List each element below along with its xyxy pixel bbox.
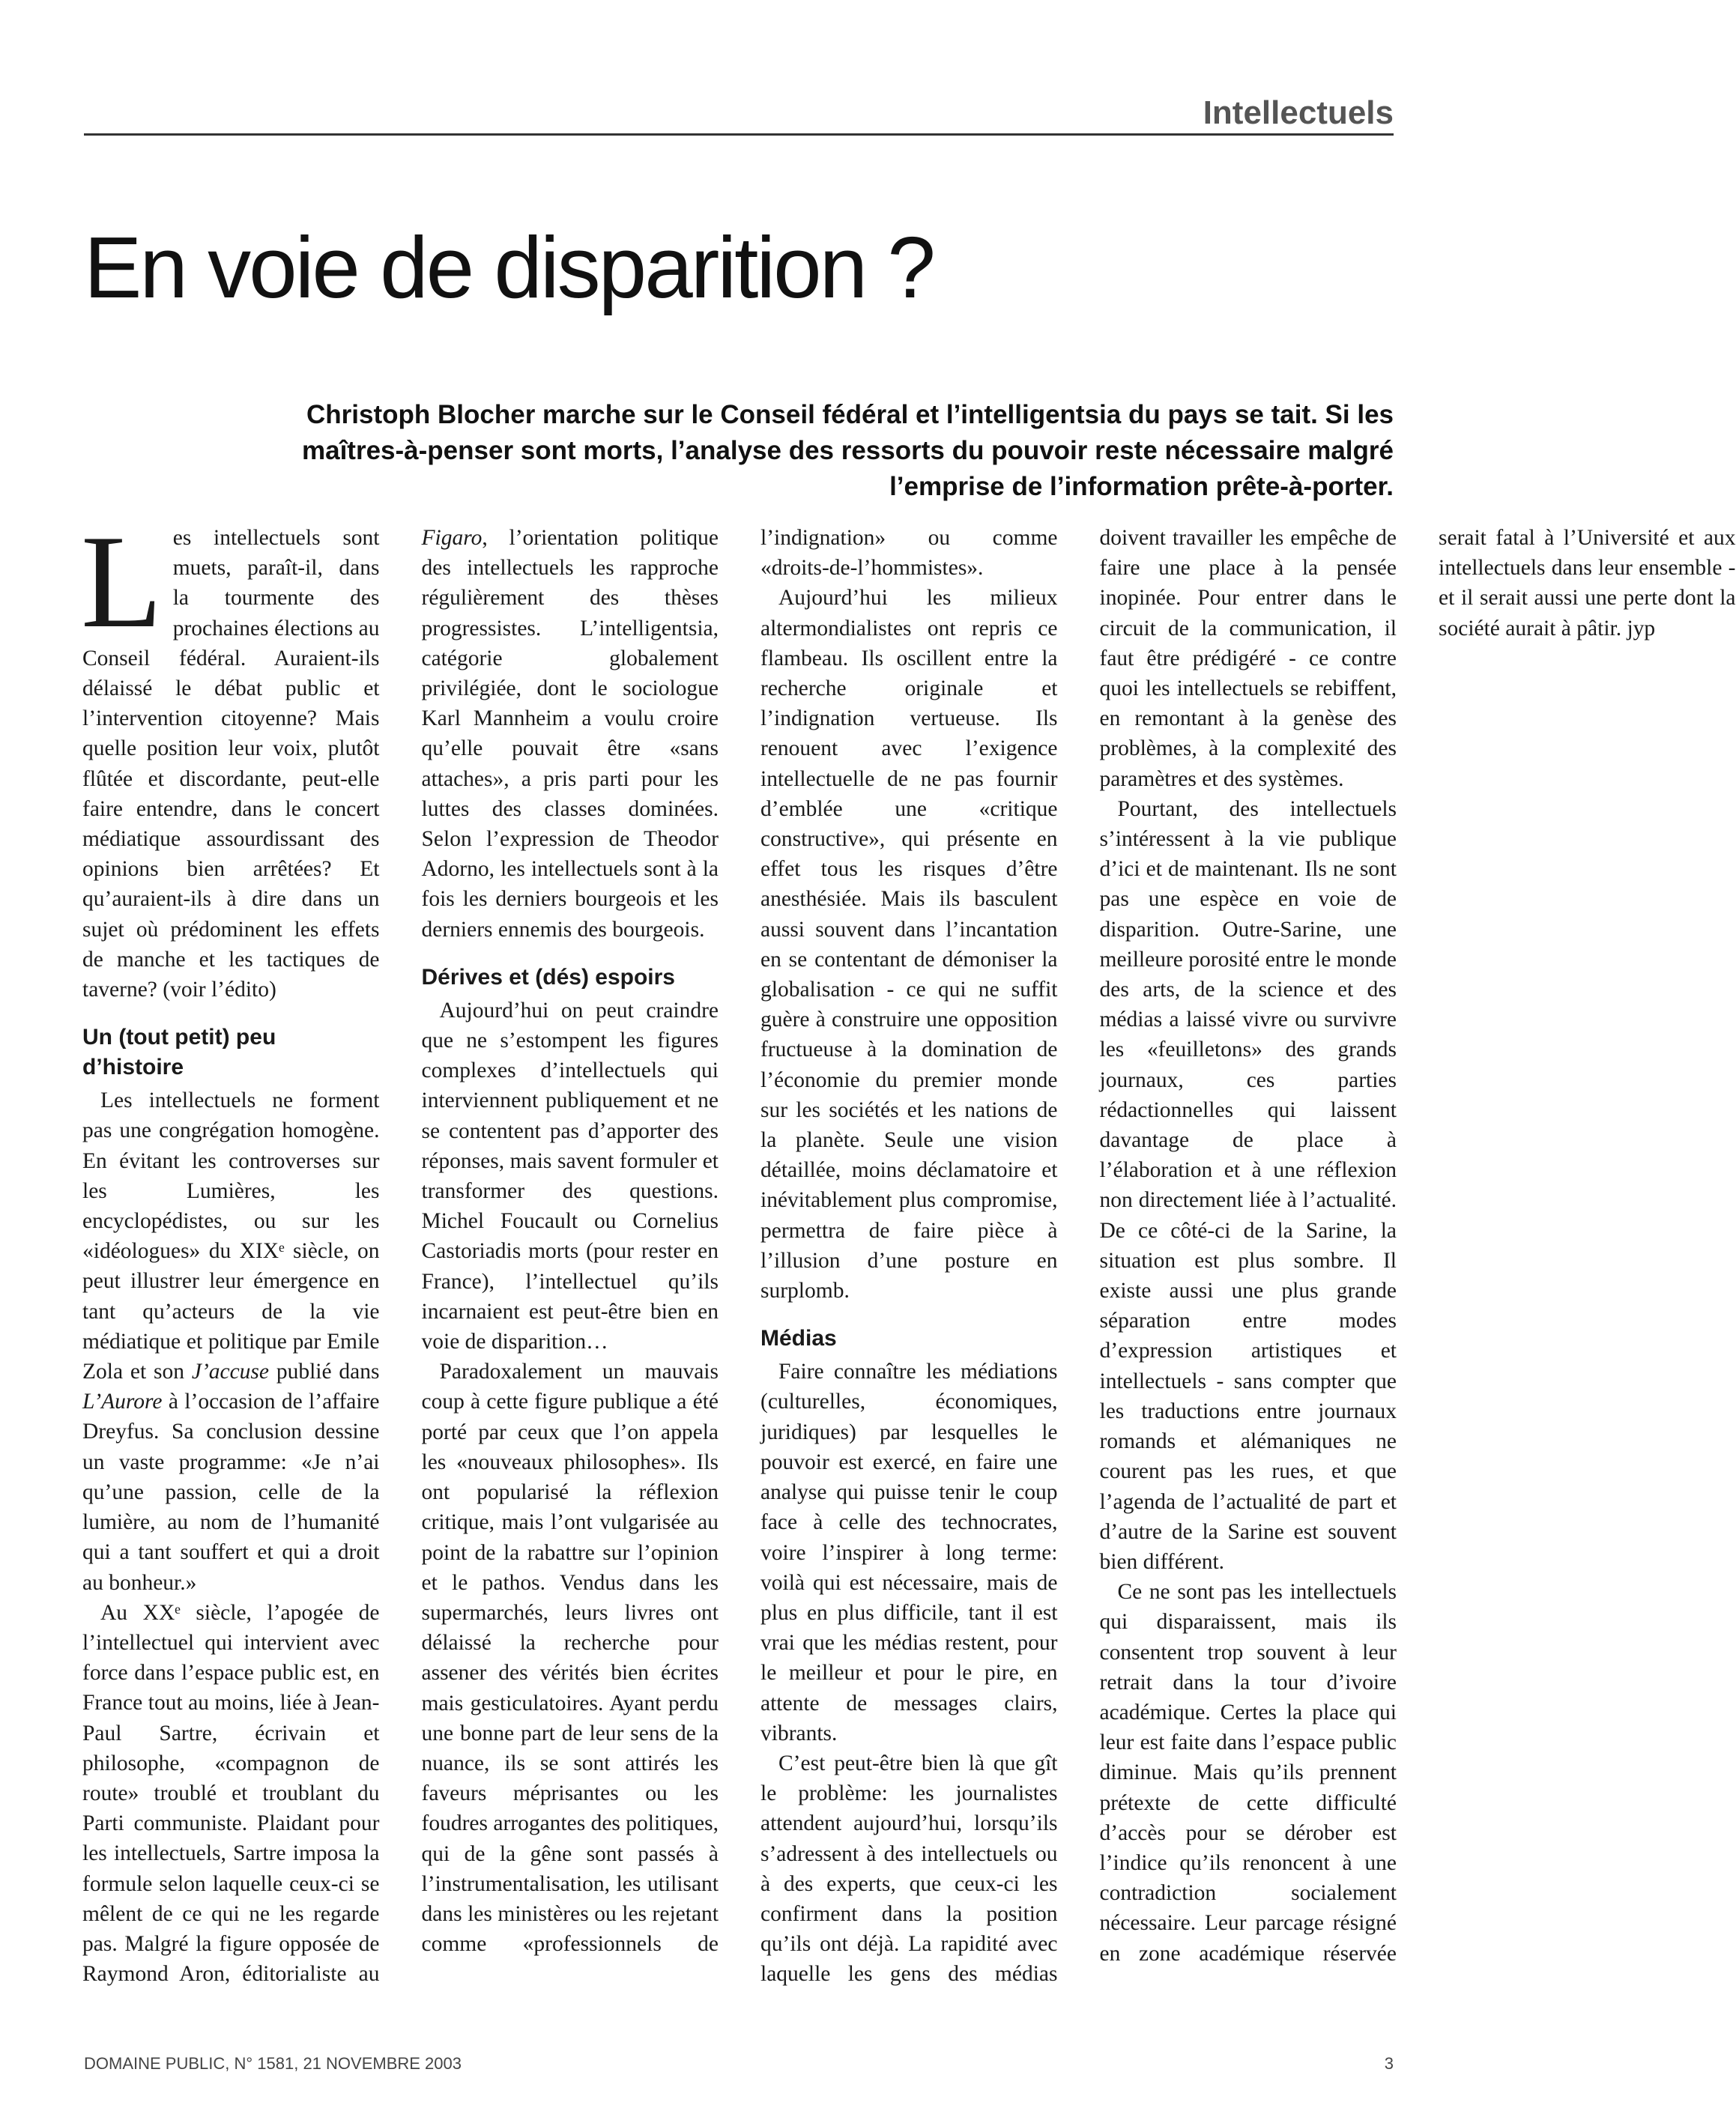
paragraph: Paradoxalement un mauvais coup à cette figure publique a été porté par ceux que l’on appela les «nouveaux philosophes». Ils ont popularisé la réflexion critique, mais l’ont vulgarisée au point de la rabattre sur l’opinion et le pathos. Vendus dans les supermarchés, leurs livres ont délaissé la recherche pour assener des vérités bien écrites mais gesticulatoires. Ayant perdu une bonne part de leur sens de la nuance, ils se sont attirés les faveurs méprisantes ou les foudres arrogantes des politiques, qui de la gêne sont passés à l’instrumentalisation, les utilisant dans les ministères ou les rejetant comme «professionnels de l’indignation» ou comme «droits-de-l’hommistes». [421, 526, 1058, 1957]
article-title: En voie de disparition ? [84, 219, 934, 316]
paragraph: Aujourd’hui on peut craindre que ne s’estompent les figures complexes d’intellectuels qui interviennent publiquement et ne se contentent pas d’apporter des réponses, mais savent formuler et transformer des questions. Michel Foucault ou Cornelius Castoriadis morts (pour rester en France), l’intellectuel qu’ils incarnaient est peut-être bien en voie de disparition… [421, 998, 719, 1354]
century-numeral: XIXᵉ [239, 1239, 285, 1264]
century-numeral: XXᵉ [142, 1600, 181, 1625]
paragraph: Les intellectuels ne forment pas une congrégation homogène. En évitant les controverses sur les Lumières, les encyclopédistes, ou sur les «idéologues» du XIXᵉ siècle, on peut illustrer leur émergence en tant qu’acteurs de la vie médiatique et politique par Emile Zola et son J’accuse publié dans L’Aurore à l’occasion de l’affaire Dreyfus. Sa conclusion dessine un vaste programme: «Je n’ai qu’une passion, celle de la lumière, au nom de l’humanité qui a tant souffert et qui a droit au bonheur.» [82, 1088, 380, 1595]
author-signature: jyp [1627, 616, 1656, 640]
newspaper-title: L’Aurore [82, 1390, 163, 1414]
work-title: J’accuse [191, 1360, 270, 1384]
paragraph: Au XXᵉ siècle, l’apogée de l’intellectuel qui intervient avec force dans l’espace public est, en France tout au moins, liée à Jean-Paul Sartre, écrivain et philosophe, «compagnon de route» troublé et troublant du Parti communiste. Plaidant pour les intellectuels, Sartre imposa la formule selon laquelle ceux-ci se mêlent de ce qui ne les regarde pas. Malgré la figure opposée de Raymond Aron, éditorialiste au Figaro, l’orientation politique des intellectuels les rapproche régulièrement des thèses progressistes. L’intelligentsia, catégorie globalement privilégiée, dont le sociologue Karl Mannheim a voulu croire qu’elle pouvait être «sans attaches», a pris parti pour les luttes des classes dominées. Selon l’expression de Theodor Adorno, les intellectuels sont à la fois les derniers bourgeois et les derniers ennemis des bourgeois. [82, 526, 719, 1987]
paragraph: Faire connaître les médiations (culturelles, économiques, juridiques) par lesquelles le pouvoir est exercé, en faire une analyse qui puisse tenir le coup face à celle des technocrates, voire l’inspirer à long terme: voilà qui est nécessaire, mais de plus en plus difficile, tant il est vrai que les médias restent, pour le meilleur et pour le pire, en attente de messages clairs, vibrants. [760, 1360, 1058, 1745]
article-body [81, 507, 1736, 1997]
paragraph-intro-text: es intellectuels sont muets, paraît-il, dans la tourmente des prochaines élections au Conseil fédéral. Auraient-ils délaissé le débat public et l’intervention citoyenne? Mais quelle position leur voix, plutôt flûtée et discordante, peut-elle faire entendre, dans le concert médiatique assourdissant des opinions bien arrêtées? Et qu’auraient-ils à dire dans un sujet où prédominent les effets de manche et les tactiques de taverne? (voir l’édito) [82, 526, 380, 1002]
paragraph: Aujourd’hui les milieux altermondialistes ont repris ce flambeau. Ils oscillent entre la recherche originale et l’indignation vertueuse. Ils renouent avec l’exigence intellectuelle de ne pas fournir d’emblée une «critique constructive», qui présente en effet tous les risques d’être anesthésiée. Mais ils basculent aussi souvent dans l’incantation en se contentant de démoniser la globalisation - ce qui ne suffit guère à construire une opposition fructueuse à la domination de l’économie du premier monde sur les sociétés et les nations de la planète. Seule une vision détaillée, moins déclamatoire et inévitablement plus compromise, permettra de faire pièce à l’illusion d’une posture en surplomb. [760, 586, 1058, 1303]
subheading-medias: Médias [760, 1326, 837, 1351]
section-header [84, 96, 1394, 136]
section-label: Intellectuels [1203, 94, 1394, 131]
page-number: 3 [1384, 2054, 1394, 2073]
publication-info: DOMAINE PUBLIC, N° 1581, 21 NOVEMBRE 2003 [84, 2054, 462, 2073]
paragraph: Pourtant, des intellectuels s’intéressent à la vie publique d’ici et de maintenant. Ils ne sont pas une espèce en voie de disparition. Outre-Sarine, une meilleure porosité entre le monde des arts, de la science et des médias a laissé vivre ou survivre les «feuilletons» des grands journaux, ces parties rédactionnelles qui laissent davantage de place à l’élaboration et à une réflexion non directement liée à l’actualité. De ce côté-ci de la Sarine, la situation est plus sombre. Il existe aussi une plus grande séparation entre modes d’expression artistiques et intellectuels - sans compter que les traductions entre journaux romands et alémaniques ne courent pas les rues, et que l’agenda de l’actualité de part et d’autre de la Sarine est souvent bien différent. [1099, 796, 1397, 1574]
paragraph-intro [81, 507, 380, 1005]
subheading-histoire: Un (tout petit) peu d’histoire [82, 1025, 276, 1080]
page-footer [84, 2054, 1394, 2077]
drop-cap: L [81, 507, 163, 655]
article-lead: Christoph Blocher marche sur le Conseil fédéral et l’intelligentsia du pays se tait. Si les maîtres-à-penser sont morts, l’analyse des ressorts du pouvoir reste nécessaire malgré l’emprise de l’information prête-à-porter. [302, 400, 1394, 501]
newspaper-title: Figaro [421, 526, 483, 550]
paragraph-final: Ce ne sont pas les intellectuels qui disparaissent, mais ils consentent trop souvent à leur retrait dans la tour d’ivoire académique. Certes la place qui leur est faite dans l’espace public diminue. Mais qu’ils prennent prétexte de cette difficulté d’accès pour se dérober est l’indice qu’ils renoncent à une contradiction socialement nécessaire. Leur parcage résigné en zone académique réservée serait fatal à l’Université et aux intellectuels dans leur ensemble - et il serait aussi une perte dont la société aurait à pâtir. jyp [1099, 526, 1736, 1966]
subheading-derives: Dérives et (dés) espoirs [421, 964, 675, 990]
paragraph: C’est peut-être bien là que gît le problème: les journalistes attendent aujourd’hui, lorsqu’ils s’adressent à des intellectuels ou à des experts, que ceux-ci les confirment dans la position qu’ils ont déjà. La rapidité avec laquelle les gens des médias doivent travailler les empêche de faire une place à la pensée inopinée. Pour entrer dans le circuit de la communication, il faut être prédigéré - ce contre quoi les intellectuels se rebiffent, en remontant à la genèse des problèmes, à la complexité des paramètres et des systèmes. [760, 526, 1397, 1987]
